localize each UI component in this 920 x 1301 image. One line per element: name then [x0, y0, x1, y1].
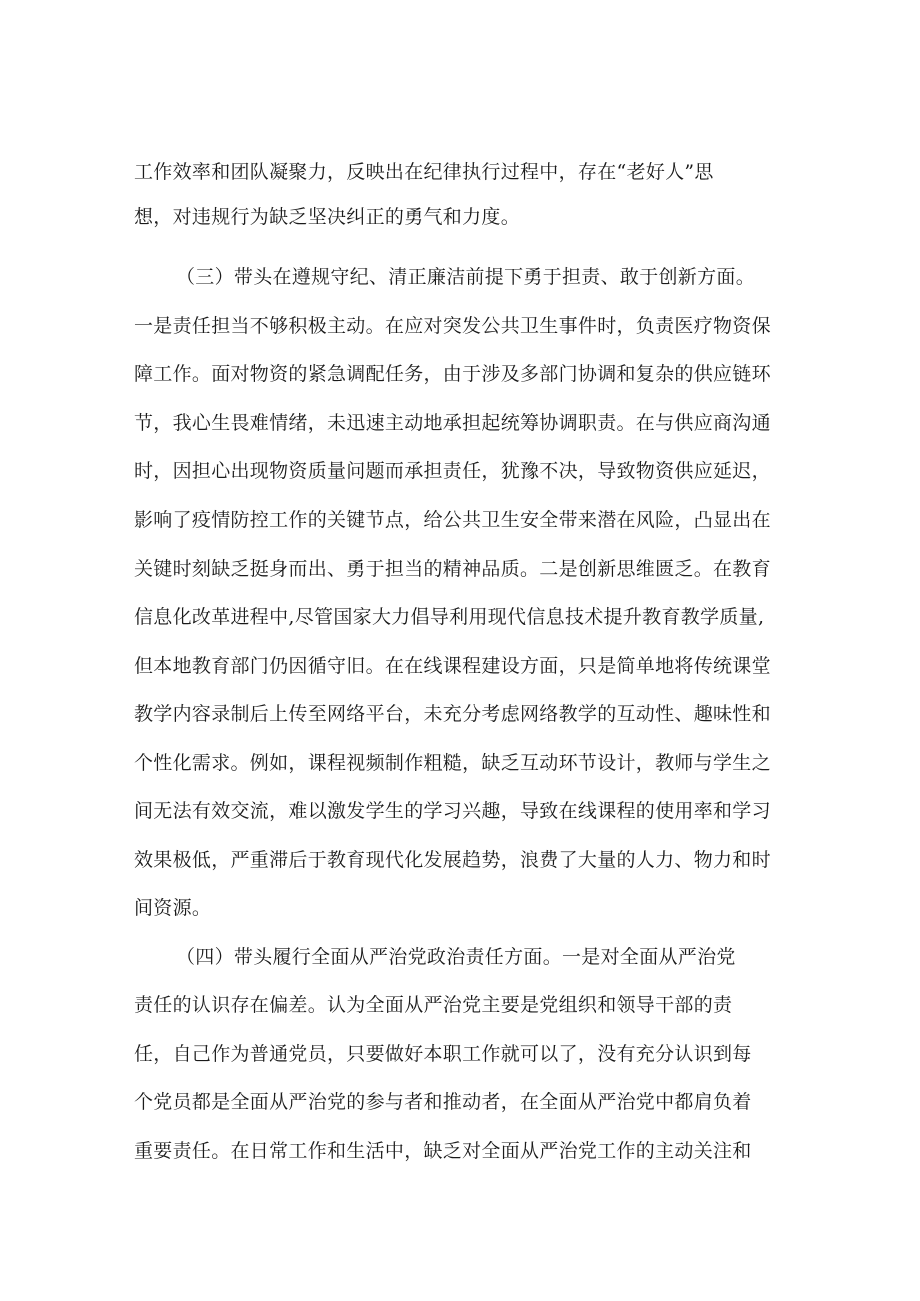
text-line: 一是责任担当不够积极主动。在应对突发公共卫生事件时，负责医疗物资保 [134, 315, 771, 337]
paragraph-heading-4: （四）带头履行全面从严治党政治责任方面。一是对全面从严治党 [176, 946, 736, 968]
text-line: 工作效率和团队凝聚力，反映出在纪律执行过程中，存在“老好人”思 [134, 161, 714, 183]
text-line: 时，因担心出现物资质量问题而承担责任，犹豫不决，导致物资供应延迟， [134, 460, 771, 482]
text-line: 间无法有效交流，难以激发学生的学习兴趣，导致在线课程的使用率和学习 [134, 800, 771, 822]
text-line: 节，我心生畏难情绪，未迅速主动地承担起统筹协调职责。在与供应商沟通 [134, 412, 771, 434]
text-line: 但本地教育部门仍因循守旧。在在线课程建设方面，只是简单地将传统课堂 [134, 655, 771, 677]
text-line: 关键时刻缺乏挺身而出、勇于担当的精神品质。二是创新思维匮乏。在教育 [134, 558, 771, 580]
text-line: 任，自己作为普通党员，只要做好本职工作就可以了，没有充分认识到每 [134, 1043, 752, 1065]
text-line: 效果极低，严重滞后于教育现代化发展趋势，浪费了大量的人力、物力和时 [134, 849, 771, 871]
text-line: 信息化改革进程中,尽管国家大力倡导利用现代信息技术提升教育教学质量, [134, 606, 765, 628]
text-line: 障工作。面对物资的紧急调配任务，由于涉及多部门协调和复杂的供应链环 [134, 363, 771, 385]
text-line: 责任的认识存在偏差。认为全面从严治党主要是党组织和领导干部的责 [134, 994, 733, 1016]
text-line: 重要责任。在日常工作和生活中，缺乏对全面从严治党工作的主动关注和 [134, 1140, 752, 1162]
paragraph-heading-3: （三）带头在遵规守纪、清正廉洁前提下勇于担责、敢于创新方面。 [176, 266, 756, 288]
text-line: 影响了疫情防控工作的关键节点，给公共卫生安全带来潜在风险，凸显出在 [134, 509, 771, 531]
text-line: 想，对违规行为缺乏坚决纠正的勇气和力度。 [134, 206, 521, 228]
text-line: 个性化需求。例如，课程视频制作粗糙，缺乏互动环节设计，教师与学生之 [134, 752, 771, 774]
text-line: 间资源。 [134, 897, 212, 919]
text-line: 个党员都是全面从严治党的参与者和推动者，在全面从严治党中都肩负着 [134, 1091, 752, 1113]
text-line: 教学内容录制后上传至网络平台，未充分考虑网络教学的互动性、趣味性和 [134, 703, 771, 725]
